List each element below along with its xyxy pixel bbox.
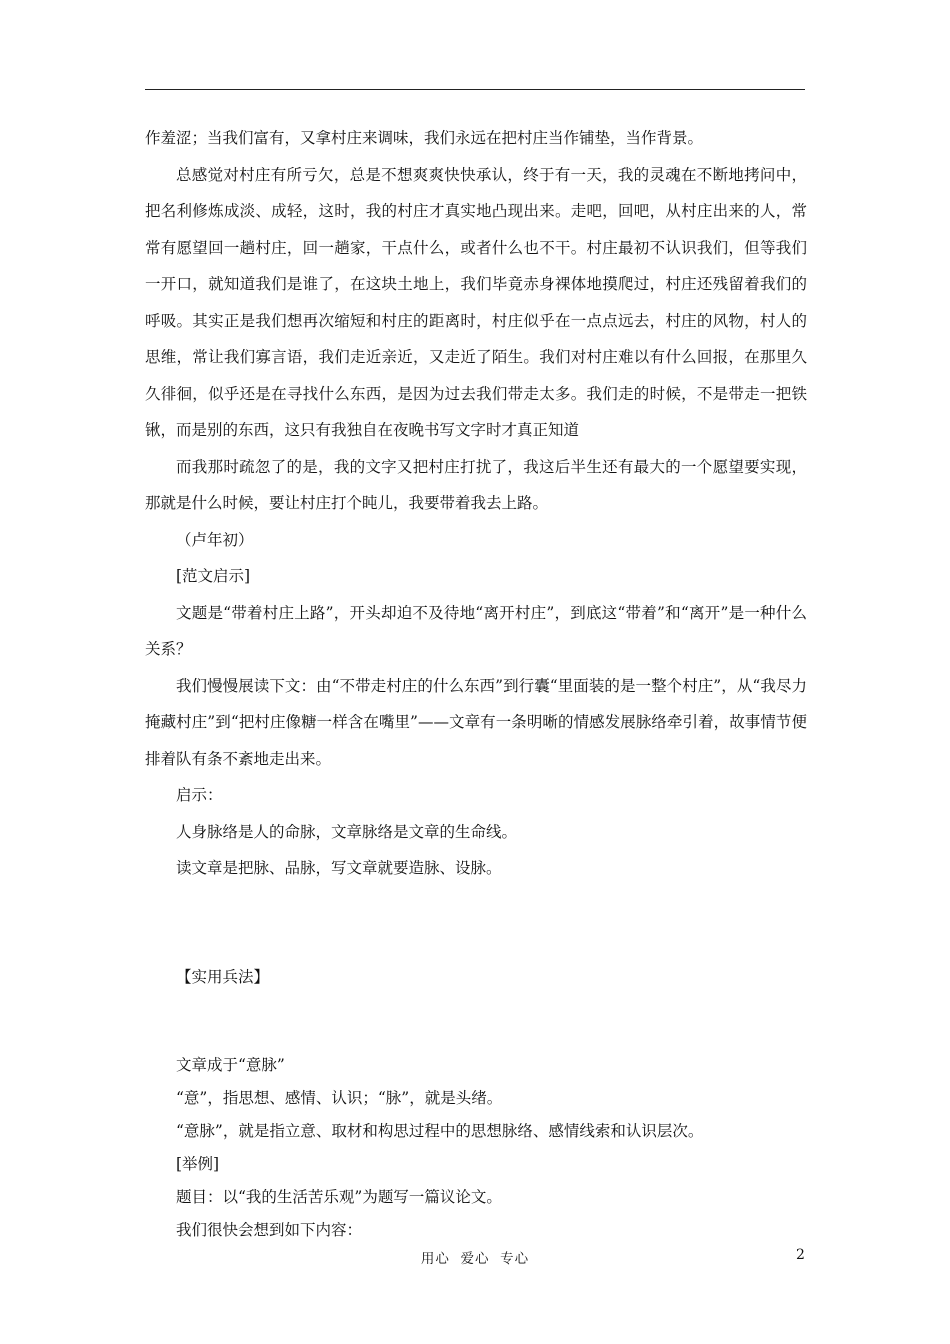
section-line-5: 题目：以“我的生活苦乐观”为题写一篇议论文。 bbox=[176, 1188, 502, 1206]
paragraph-2: 总感觉对村庄有所亏欠，总是不想爽爽快快承认，终于有一天，我的灵魂在不断地拷问中，把名利修炼成淡、成轻，这时，我的村庄才真实地凸现出来。走吧，回吧，从村庄出来的人，常常有愿望回一趟村庄，回一趟家，干点什么，或者什么也不干。村庄最初不认识我们，但等我们一开口，就知道我们是谁了，在这块土地上，我们毕竟赤身裸体地摸爬过，村庄还残留着我们的呼吸。其实正是我们想再次缩短和村庄的距离时，村庄似乎在一点点远去，村庄的风物，村人的思维，常让我们寡言语，我们走近亲近，又走近了陌生。我们对村庄难以有什么回报，在那里久久徘徊，似乎还是在寻找什么东西，是因为过去我们带走太多。我们走的时候，不是带走一把铁锹，而是别的东西，这只有我独自在夜晚书写文字时才真正知道 bbox=[145, 165, 807, 439]
footer-motto: 用心 爱心 专心 bbox=[420, 1251, 530, 1267]
section-line-3: “意脉”，就是指立意、取材和构思过程中的思想脉络、感情线索和认识层次。 bbox=[176, 1122, 704, 1140]
section-line-4: [举例] bbox=[176, 1155, 220, 1173]
example-heading: [范文启示] bbox=[176, 567, 251, 585]
section-line-6: 我们很快会想到如下内容： bbox=[176, 1221, 363, 1239]
section-line-1: 文章成于“意脉” bbox=[176, 1056, 285, 1074]
page-number: 2 bbox=[796, 1247, 805, 1263]
paragraph-9: 人身脉络是人的命脉，文章脉络是文章的生命线。 bbox=[176, 822, 518, 841]
paragraph-7: 我们慢慢展读下文：由“不带走村庄的什么东西”到行囊“里面装的是一整个村庄”，从“我尽力掩藏村庄”到“把村庄像糖一样含在嘴里”——文章有一条明晰的情感发展脉络牵引着，故事情节便排着队有条不紊地走出来。 bbox=[145, 676, 807, 768]
paragraph-6: 文题是“带着村庄上路”，开头却迫不及待地“离开村庄”，到底这“带着”和“离开”是一种什么关系？ bbox=[145, 603, 807, 658]
header-rule bbox=[145, 89, 805, 90]
section-line-2: “意”，指思想、感情、认识；“脉”，就是头绪。 bbox=[176, 1089, 503, 1107]
author-credit: （卢年初） bbox=[176, 530, 254, 549]
section-body bbox=[145, 1049, 807, 1247]
inspiration-label: 启示： bbox=[176, 786, 223, 804]
section-heading: 【实用兵法】 bbox=[176, 967, 270, 986]
paragraph-10: 读文章是把脉、品脉，写文章就要造脉、设脉。 bbox=[176, 859, 502, 877]
paragraph-3: 而我那时疏忽了的是，我的文字又把村庄打扰了，我这后半生还有最大的一个愿望要实现，那就是什么时候，要让村庄打个盹儿，我要带着我去上路。 bbox=[145, 457, 807, 512]
paragraph-1: 作羞涩；当我们富有，又拿村庄来调味，我们永远在把村庄当作铺垫，当作背景。 bbox=[145, 129, 704, 147]
document-body bbox=[145, 120, 807, 1247]
spacer bbox=[145, 995, 807, 1049]
spacer bbox=[145, 887, 807, 959]
